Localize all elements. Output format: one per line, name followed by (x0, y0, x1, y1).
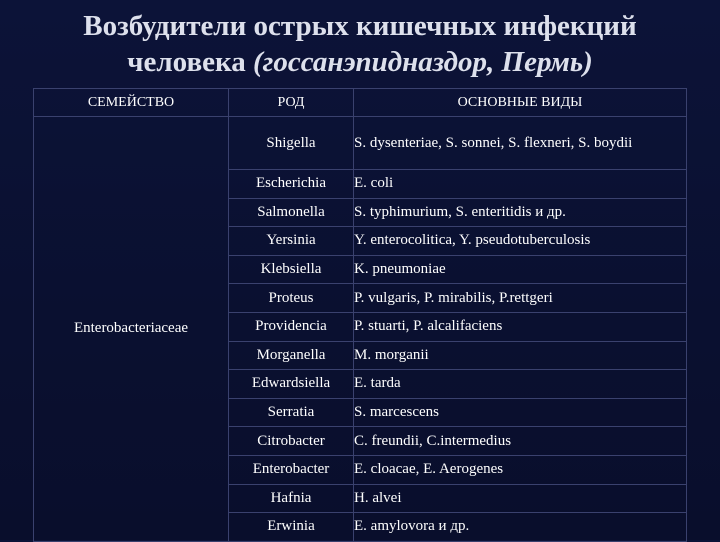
species-cell: C. freundii, C.intermedius (354, 427, 687, 456)
genus-cell: Serratia (229, 398, 354, 427)
species-cell: Y. enterocolitica, Y. pseudotuberculosis (354, 227, 687, 256)
species-cell: E. coli (354, 170, 687, 199)
slide-title (0, 8, 720, 80)
genus-cell: Providencia (229, 312, 354, 341)
species-cell: M. morganii (354, 341, 687, 370)
genus-cell: Edwardsiella (229, 370, 354, 399)
table-header-row (34, 89, 687, 117)
species-cell: P. stuarti, P. alcalifaciens (354, 312, 687, 341)
header-genus: РОД (229, 89, 354, 117)
species-cell: S. dysenteriae, S. sonnei, S. flexneri, S. boydii (354, 117, 687, 170)
genus-cell: Citrobacter (229, 427, 354, 456)
genus-cell: Shigella (229, 117, 354, 170)
table-body (34, 117, 687, 542)
title-line-2 (0, 44, 720, 80)
genus-cell: Salmonella (229, 198, 354, 227)
family-cell: Enterobacteriaceae (34, 117, 229, 542)
title-line-2-prefix: человека (127, 46, 253, 78)
species-cell: K. pneumoniae (354, 255, 687, 284)
table-row (34, 117, 687, 170)
genus-cell: Hafnia (229, 484, 354, 513)
header-species: ОСНОВНЫЕ ВИДЫ (354, 89, 687, 117)
genus-cell: Escherichia (229, 170, 354, 199)
title-line-1: Возбудители острых кишечных инфекций (83, 10, 637, 42)
species-cell: E. amylovora и др. (354, 513, 687, 542)
species-cell: S. typhimurium, S. enteritidis и др. (354, 198, 687, 227)
genus-cell: Yersinia (229, 227, 354, 256)
species-cell: E. cloacae, E. Aerogenes (354, 455, 687, 484)
pathogens-table (33, 88, 687, 542)
header-family: СЕМЕЙСТВО (34, 89, 229, 117)
genus-cell: Proteus (229, 284, 354, 313)
genus-cell: Erwinia (229, 513, 354, 542)
genus-cell: Morganella (229, 341, 354, 370)
species-cell: P. vulgaris, P. mirabilis, P.rettgeri (354, 284, 687, 313)
species-cell: S. marcescens (354, 398, 687, 427)
genus-cell: Klebsiella (229, 255, 354, 284)
species-cell: H. alvei (354, 484, 687, 513)
genus-cell: Enterobacter (229, 455, 354, 484)
title-line-2-source: (госсанэпидназдор, Пермь) (253, 46, 593, 78)
species-cell: E. tarda (354, 370, 687, 399)
